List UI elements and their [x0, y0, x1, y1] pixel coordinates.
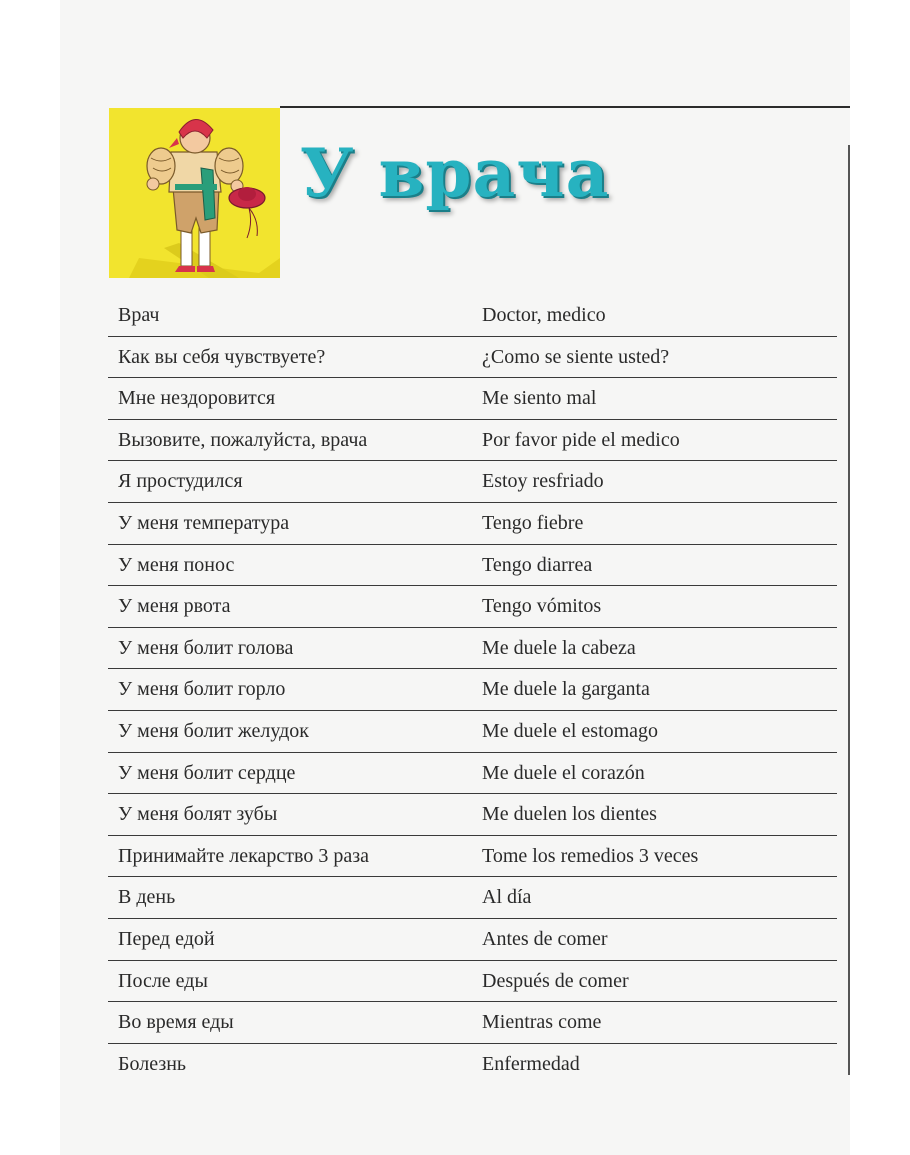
russian-phrase: У меня болит голова [118, 636, 294, 659]
russian-phrase: Во время еды [118, 1011, 234, 1034]
spanish-phrase: Tengo diarrea [482, 553, 593, 576]
spanish-phrase: ¿Como se siente usted? [482, 345, 670, 368]
russian-phrase: У меня болит сердце [118, 761, 296, 784]
table-row [108, 794, 837, 836]
spanish-phrase: Me duele el estomago [482, 719, 659, 742]
table-row [108, 877, 837, 919]
russian-phrase: Болезнь [118, 1052, 187, 1075]
spanish-phrase: Tome los remedios 3 veces [482, 844, 699, 867]
russian-phrase: У меня понос [118, 553, 235, 576]
spanish-phrase: Enfermedad [482, 1052, 580, 1075]
spanish-phrase: Me duele el corazón [482, 761, 645, 784]
russian-phrase: У меня болит горло [118, 678, 286, 701]
table-row [108, 919, 837, 961]
russian-phrase: Как вы себя чувствуете? [118, 345, 326, 368]
table-row [108, 961, 837, 1003]
russian-phrase: В день [118, 886, 176, 909]
table-row [108, 1044, 837, 1086]
right-rule [848, 145, 850, 1075]
russian-phrase: Врач [118, 304, 160, 326]
russian-phrase: После еды [118, 969, 208, 992]
table-row [108, 1002, 837, 1044]
table-row [108, 461, 837, 503]
table-row [108, 545, 837, 587]
table-row [108, 753, 837, 795]
russian-phrase: Принимайте лекарство 3 раза [118, 844, 369, 867]
spanish-phrase: Después de comer [482, 969, 629, 992]
table-row [108, 337, 837, 379]
sick-child-illustration-icon [109, 108, 280, 278]
table-row [108, 669, 837, 711]
page-title: У врача [300, 134, 610, 212]
table-row [108, 836, 837, 878]
top-rule [280, 106, 850, 108]
spanish-phrase: Antes de comer [482, 927, 608, 950]
spanish-phrase: Me duelen los dientes [482, 803, 657, 826]
russian-phrase: У меня температура [118, 511, 290, 534]
spanish-phrase: Me siento mal [482, 387, 597, 410]
russian-phrase: Перед едой [118, 927, 215, 950]
spanish-phrase: Tengo vómitos [482, 595, 602, 618]
spanish-phrase: Mientras come [482, 1011, 602, 1034]
spanish-phrase: Me duele la cabeza [482, 636, 636, 659]
spanish-phrase: Al día [482, 886, 532, 909]
table-row [108, 378, 837, 420]
table-row [108, 586, 837, 628]
table-row [108, 420, 837, 462]
vocabulary-table [108, 295, 837, 1085]
spanish-phrase: Por favor pide el medico [482, 428, 680, 451]
russian-phrase: У меня болят зубы [118, 803, 278, 826]
spanish-phrase: Tengo fiebre [482, 511, 584, 534]
table-row [108, 711, 837, 753]
russian-phrase: У меня рвота [118, 595, 231, 618]
russian-phrase: У меня болит желудок [118, 719, 309, 742]
russian-phrase: Вызовите, пожалуйста, врача [118, 428, 368, 451]
russian-phrase: Мне нездоровится [118, 387, 276, 410]
table-row [108, 295, 837, 337]
table-row [108, 503, 837, 545]
spanish-phrase: Doctor, medico [482, 304, 606, 326]
russian-phrase: Я простудился [118, 470, 243, 493]
spanish-phrase: Me duele la garganta [482, 678, 650, 701]
table-row [108, 628, 837, 670]
spanish-phrase: Estoy resfriado [482, 470, 604, 493]
